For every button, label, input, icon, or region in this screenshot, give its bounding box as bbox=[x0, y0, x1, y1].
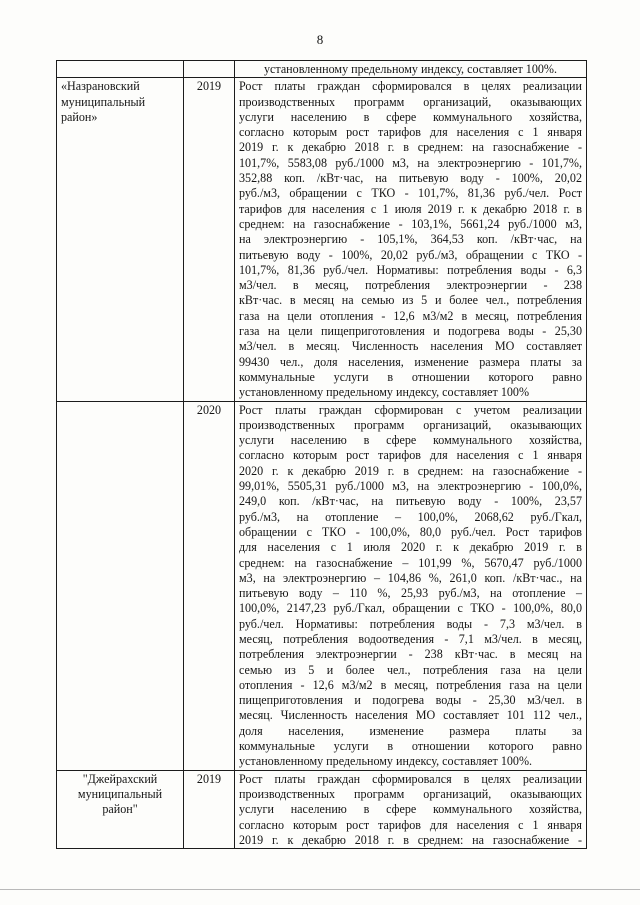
text-line: производственных программ организаций, оказывающих bbox=[239, 417, 582, 432]
district-cell: «Назрановский муниципальный район» bbox=[57, 78, 184, 401]
text-line: обращении с ТКО - 100,0%, 80,0 руб./чел. Рост тарифов bbox=[239, 524, 582, 539]
text-line: доля населения, изменение размера платы за bbox=[239, 723, 582, 738]
district-cell bbox=[57, 61, 184, 78]
table-row bbox=[57, 61, 587, 78]
text-line: тарифов для населения с 1 июля 2019 г. к декабрю 2018 г. в bbox=[239, 201, 582, 216]
text-line: среднем: на газоснабжение – 101,99 %, 5670,47 руб./1000 bbox=[239, 555, 582, 570]
text-line: пищеприготовления и подогрева воды - 25,30 м3/чел. в bbox=[239, 693, 582, 708]
text-line: 101,7%, 81,36 руб./чел. Нормативы: потребления воды - 6,3 bbox=[239, 262, 582, 277]
text-line: 2019 г. к декабрю 2018 г. в среднем: на газоснабжение - bbox=[239, 140, 582, 155]
text-line: м3/чел. в месяц. Численность населения МО составляет bbox=[239, 339, 582, 354]
description-cell bbox=[235, 78, 587, 401]
year-cell: 2019 bbox=[184, 78, 235, 401]
text-line: месяц. Численность населения МО составляет 101 112 чел., bbox=[239, 708, 582, 723]
text-line: м3, на электроэнергию – 104,86 %, 261,0 коп. /кВт·час., на bbox=[239, 570, 582, 585]
text-line: среднем: на газоснабжение - 103,1%, 5661,24 руб./1000 м3, bbox=[239, 216, 582, 231]
text-line: газа на цели пищеприготовления и подогрева воды - 25,30 bbox=[239, 324, 582, 339]
text-line: согласно которым рост тарифов для населения с 1 января bbox=[239, 448, 582, 463]
text-line: согласно которым рост тарифов для населения с 1 января bbox=[239, 125, 582, 140]
text-line: кВт·час. в месяц на семью из 5 и более чел., потребления bbox=[239, 293, 582, 308]
text-line: месяц, потребления водоотведения - 7,1 м3/чел. в месяц, bbox=[239, 631, 582, 646]
text-line: 99430 чел., доля населения, изменение размера платы за bbox=[239, 354, 582, 369]
text-line: отопления - 12,6 м3/м2 в месяц, потребления газа на цели bbox=[239, 677, 582, 692]
district-cell bbox=[57, 401, 184, 770]
table-row bbox=[57, 401, 587, 770]
text-line: установленному предельному индексу, составляет 100% bbox=[239, 385, 530, 400]
description-cell bbox=[235, 770, 587, 848]
description-cell bbox=[235, 401, 587, 770]
footer-rule bbox=[0, 889, 640, 890]
table-row bbox=[57, 78, 587, 401]
text-line: производственных программ организаций, оказывающих bbox=[239, 786, 582, 801]
text-line: 2020 г. к декабрю 2019 г. в среднем: на газоснабжение - bbox=[239, 463, 582, 478]
text-line: установленному предельному индексу, составляет 100%. bbox=[263, 62, 558, 76]
text-line: питьевую воду - 100%, 20,02 руб./м3, обращении с ТКО - bbox=[239, 247, 582, 262]
text-line: Рост платы граждан сформировался в целях реализации bbox=[239, 771, 582, 786]
text-line: потребления электроэнергии - 238 кВт·час. в месяц на bbox=[239, 647, 582, 662]
text-line: 352,88 коп. /кВт·час, на питьевую воду - 100%, 20,02 bbox=[239, 171, 582, 186]
text-line: руб./чел. Нормативы: потребления воды - 7,3 м3/чел. в bbox=[239, 616, 582, 631]
page-number: 8 bbox=[316, 32, 324, 47]
text-line: 100,0%, 2147,23 руб./Гкал, обращении с ТКО - 100,0%, 80,0 bbox=[239, 601, 582, 616]
text-line: 99,01%, 5505,31 руб./1000 м3, на электроэнергию - 100,0%, bbox=[239, 479, 582, 494]
text-line: установленному предельному индексу, составляет 100%. bbox=[239, 754, 533, 769]
text-line: согласно которым рост тарифов для населения с 1 января bbox=[239, 817, 582, 832]
year-cell: 2019 bbox=[184, 770, 235, 848]
text-line: 2019 г. к декабрю 2018 г. в среднем: на газоснабжение - bbox=[239, 832, 582, 847]
text-line: производственных программ организаций, оказывающих bbox=[239, 94, 582, 109]
text-line: услуги населению в сфере коммунального хозяйства, bbox=[239, 109, 582, 124]
text-line: 249,0 коп. /кВт·час, на питьевую воду - 100%, 23,57 bbox=[239, 494, 582, 509]
year-cell bbox=[184, 61, 235, 78]
text-line: для населения с 1 июля 2020 г. к декабрю 2019 г. в bbox=[239, 540, 582, 555]
text-line: руб./м3, обращении с ТКО - 101,7%, 81,36 руб./чел. Рост bbox=[239, 186, 582, 201]
text-line: Рост платы граждан сформирован с учетом реализации bbox=[239, 402, 582, 417]
text-line: 101,7%, 5583,08 руб./1000 м3, на электроэнергию - 101,7%, bbox=[239, 155, 582, 170]
tariff-table bbox=[56, 60, 587, 849]
text-line: м3/чел. в месяц, потребления электроэнергии - 238 bbox=[239, 278, 582, 293]
text-line: Рост платы граждан сформировался в целях реализации bbox=[239, 79, 582, 94]
text-line: руб./м3, на отопление – 100,0%, 2068,62 руб./Гкал, bbox=[239, 509, 582, 524]
text-line: коммунальные услуги в отношении которого равно bbox=[239, 369, 582, 384]
district-cell: "Джейрахский муниципальный район" bbox=[57, 770, 184, 848]
text-line: семью из 5 и более чел., потребления газа на цели bbox=[239, 662, 582, 677]
text-line: коммунальные услуги в отношении которого равно bbox=[239, 739, 582, 754]
text-line: услуги населению в сфере коммунального хозяйства, bbox=[239, 802, 582, 817]
table-row bbox=[57, 770, 587, 848]
text-line: услуги населению в сфере коммунального хозяйства, bbox=[239, 433, 582, 448]
text-line: на электроэнергию - 105,1%, 364,53 коп. /кВт·час, на bbox=[239, 232, 582, 247]
year-cell: 2020 bbox=[184, 401, 235, 770]
description-cell bbox=[235, 61, 587, 78]
text-line: питьевую воду – 110 %, 25,93 руб./м3, на отопление – bbox=[239, 586, 582, 601]
text-line: газа на цели отопления - 12,6 м3/м2 в месяц, потребления bbox=[239, 308, 582, 323]
